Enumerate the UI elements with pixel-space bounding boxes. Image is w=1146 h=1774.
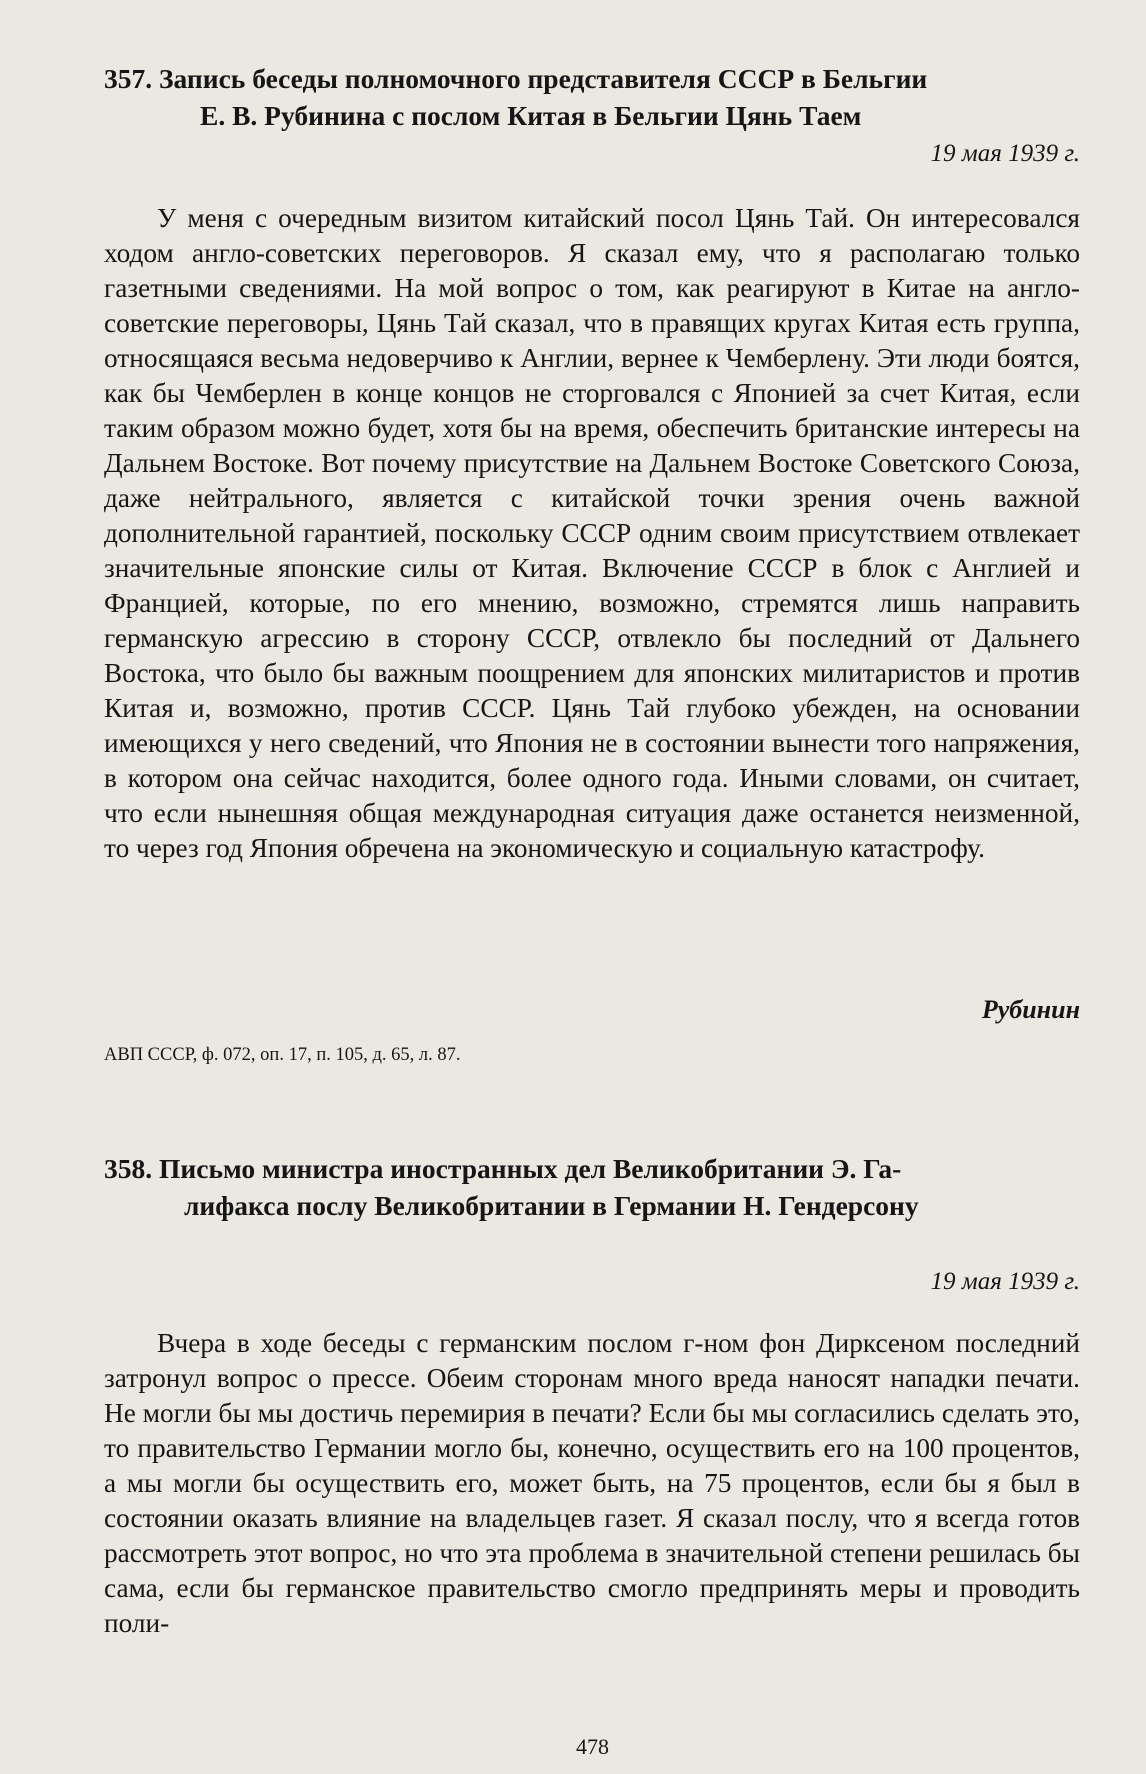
document-357-signature: Рубинин bbox=[981, 995, 1080, 1024]
document-357-archive-reference: АВП СССР, ф. 072, оп. 17, п. 105, д. 65, л. 87. bbox=[104, 1045, 461, 1065]
document-357-title bbox=[104, 60, 1080, 134]
document-358-title-line1: 358. Письмо министра иностранных дел Великобритании Э. Га- bbox=[104, 1153, 902, 1184]
document-357-body: У меня с очередным визитом китайский посол Цянь Тай. Он интересовался ходом англо-советских переговоров. Я сказал ему, что я располагаю только газетными сведениями. На мой вопрос о том, как реагируют в Китае на англо-советские переговоры, Цянь Тай сказал, что в правящих кругах Китая есть группа, относящаяся весьма недоверчиво к Англии, вернее к Чемберлену. Эти люди боятся, как бы Чемберлен в конце концов не сторговался с Японией за счет Китая, если таким образом можно будет, хотя бы на время, обеспечить британские интересы на Дальнем Востоке. Вот почему присутствие на Дальнем Востоке Советского Союза, даже нейтрального, является с китайской точки зрения очень важной дополнительной гарантией, поскольку СССР одним своим присутствием отвлекает значительные японские силы от Китая. Включение СССР в блок с Англией и Францией, которые, по его мнению, возможно, стремятся лишь направить германскую агрессию в сторону СССР, отвлекло бы последний от Дальнего Востока, что было бы важным поощрением для японских милитаристов и против Китая и, возможно, против СССР. Цянь Тай глубоко убежден, на основании имеющихся у него сведений, что Япония не в состоянии вынести того напряжения, в котором она сейчас находится, более одного года. Иными словами, он считает, что если нынешняя общая международная ситуация даже останется неизменной, то через год Япония обречена на экономическую и социальную катастрофу. bbox=[104, 203, 1080, 863]
document-358-body: Вчера в ходе беседы с германским послом г-ном фон Дирксеном последний затронул вопрос о прессе. Обеим сторонам много вреда наносят нападки печати. Не могли бы мы достичь перемирия в печати? Если бы мы согласились сделать это, то правительство Германии могло бы, конечно, осуществить его на 100 процентов, а мы могли бы осуществить его, может быть, на 75 процентов, если бы я был в состоянии оказать влияние на владельцев газет. Я сказал послу, что я всегда готов рассмотреть этот вопрос, но что эта проблема в значительной степени решилась бы сама, если бы германское правительство смогло предпринять меры и проводить поли- bbox=[104, 1328, 1080, 1638]
document-358-title-line2: лифакса послу Великобритании в Германии Н. Гендерсону bbox=[184, 1190, 919, 1221]
document-357-title-line2: Е. В. Рубинина с послом Китая в Бельгии Цянь Таем bbox=[200, 100, 862, 131]
page-number: 478 bbox=[576, 1734, 609, 1759]
document-357-date: 19 мая 1939 г. bbox=[930, 140, 1080, 167]
document-358-date: 19 мая 1939 г. bbox=[930, 1268, 1080, 1295]
document-358-title bbox=[104, 1150, 1080, 1224]
document-357-title-line1: 357. Запись беседы полномочного представителя СССР в Бельгии bbox=[104, 63, 928, 94]
